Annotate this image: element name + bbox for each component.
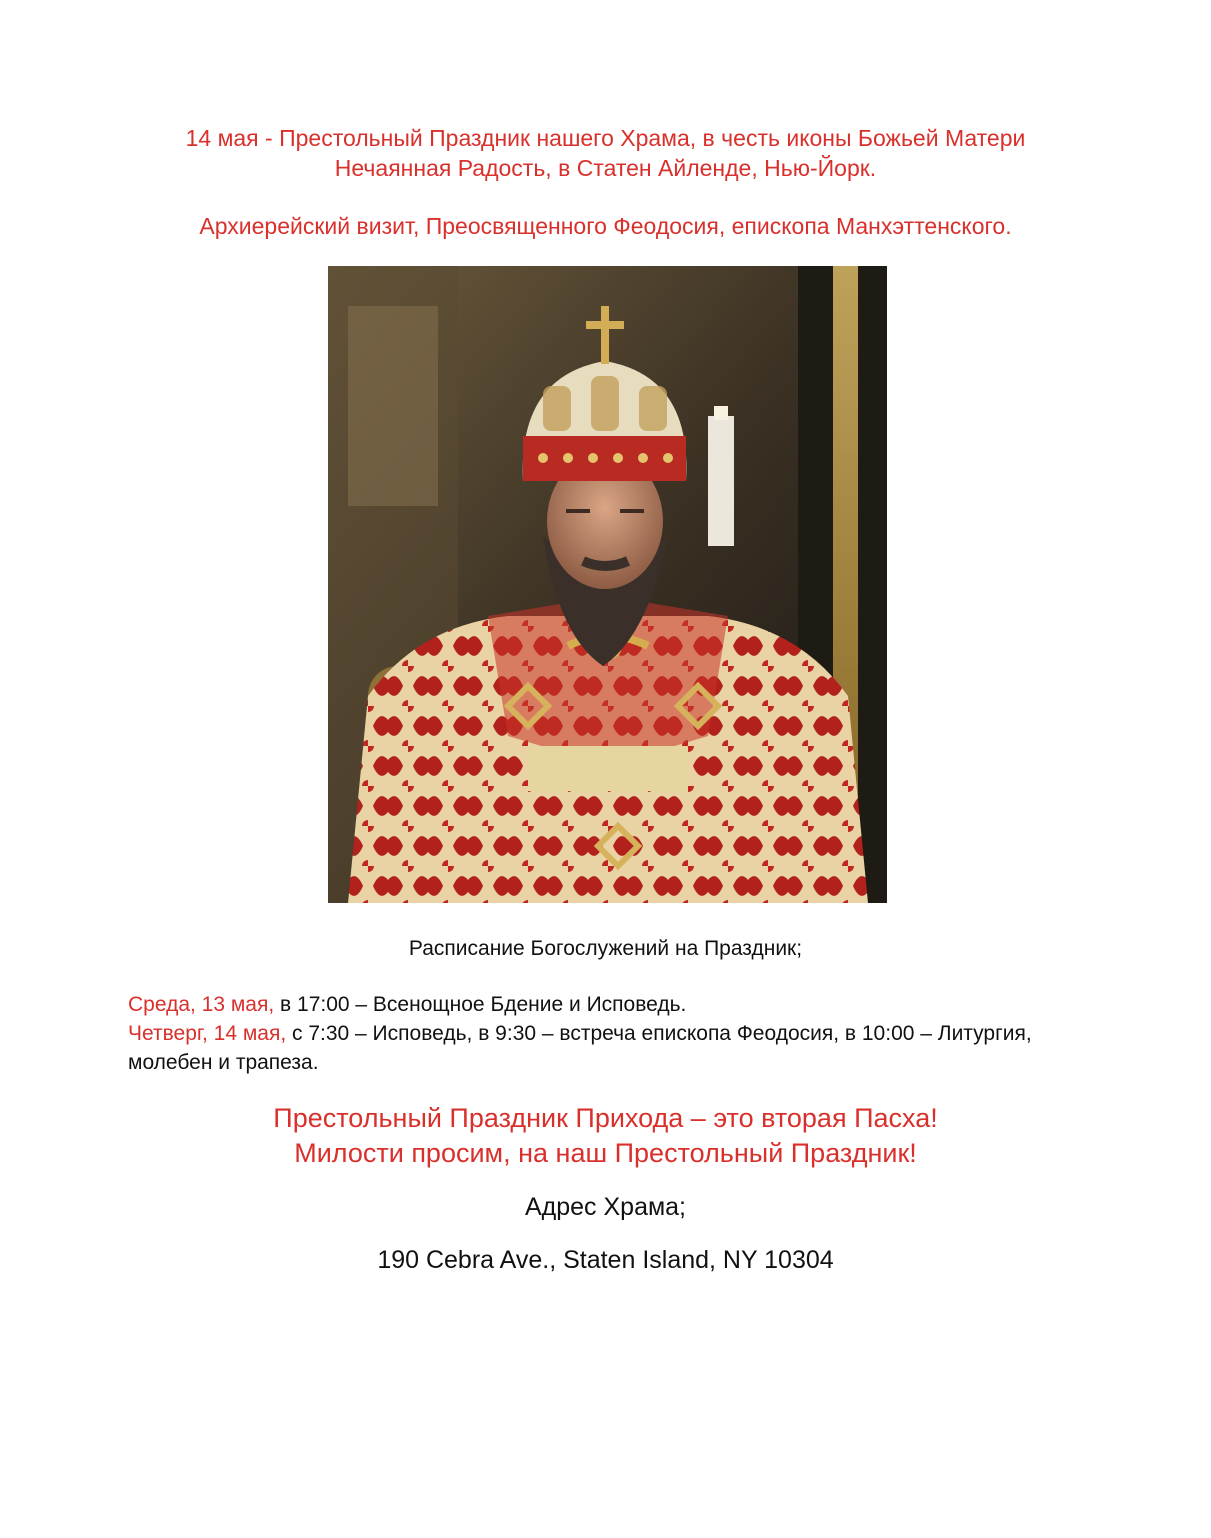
church-address: 190 Cebra Ave., Staten Island, NY 10304 [377,1246,834,1274]
schedule-day: Четверг, 14 мая, [128,1022,287,1045]
bishop-portrait-photo [328,266,887,903]
bishop-visit-notice: Архиерейский визит, Преосвященного Феодосия, епископа Манхэттенского. [199,213,1012,239]
feast-slogan [100,1101,1111,1171]
schedule-text: в 17:00 – Всенощное Бдение и Исповедь. [274,993,687,1016]
address-label: Адрес Храма; [524,1193,687,1221]
slogan-line-1: Престольный Праздник Прихода – это вторая Пасха! [273,1103,938,1133]
schedule-title: Расписание Богослужений на Праздник; [408,937,803,960]
schedule-day: Среда, 13 мая, [128,993,275,1016]
schedule-item [128,1019,1088,1077]
schedule-item [128,990,1088,1019]
feast-heading-line-1: 14 мая - Престольный Праздник нашего Храма, в честь иконы Божьей Матери [185,125,1026,151]
schedule-text: с 7:30 – Исповедь, в 9:30 – встреча епископа Феодосия, в 10:00 – Литургия, молебен и трапеза. [128,1022,1032,1074]
feast-heading [100,123,1111,183]
slogan-line-2: Милости просим, на наш Престольный Праздник! [294,1138,917,1168]
feast-heading-line-2: Нечаянная Радость, в Статен Айленде, Нью-Йорк. [334,155,877,181]
schedule-list [128,990,1088,1077]
